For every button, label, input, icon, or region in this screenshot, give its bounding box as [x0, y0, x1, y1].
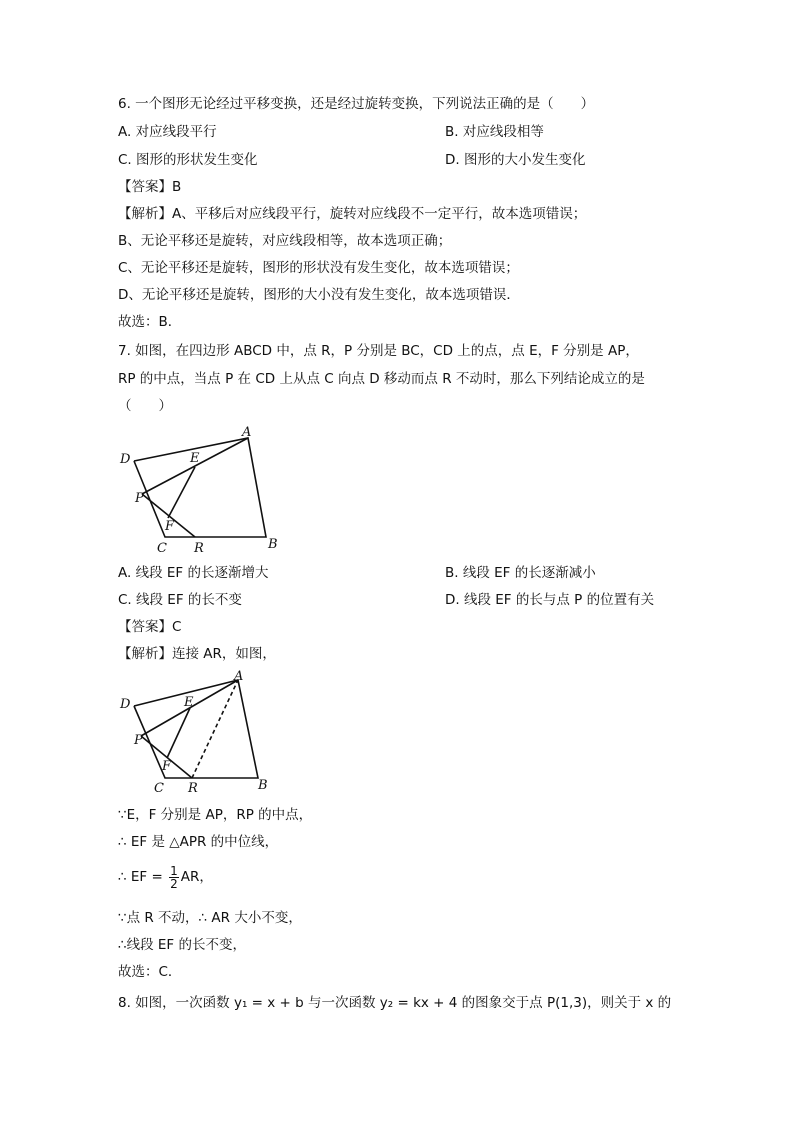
q8-stem: 8. 如图，一次函数 y₁ = x + b 与一次函数 y₂ = kx + 4 的图象交于点 P(1,3)，则关于 x 的 [118, 995, 672, 1011]
q6-option-a: A. 对应线段平行 [118, 124, 217, 140]
label-e: E [184, 695, 194, 710]
label-b: B [268, 537, 278, 552]
q7-option-c: C. 线段 EF 的长不变 [118, 592, 242, 608]
label-a: A [234, 669, 244, 684]
q6-analysis-line: D、无论平移还是旋转，图形的大小没有发生变化，故本选项错误． [118, 287, 520, 303]
q6-answer: 【答案】B [118, 179, 182, 195]
fraction-numerator: 1 [170, 863, 178, 878]
label-d: D [120, 697, 131, 712]
fraction-denominator: 2 [170, 876, 178, 891]
q6-analysis-line: B、无论平移还是旋转，对应线段相等，故本选项正确； [118, 233, 452, 249]
label-f: F [165, 519, 175, 534]
label-r: R [188, 781, 198, 796]
label-c: C [154, 781, 164, 796]
label-f: F [162, 759, 172, 774]
q6-option-c: C. 图形的形状发生变化 [118, 152, 258, 168]
label-d: D [120, 452, 131, 467]
q7-step-tail: AR， [180, 869, 213, 885]
q6-analysis-line: 【解析】A、平移后对应线段平行，旋转对应线段不一定平行，故本选项错误； [118, 206, 587, 222]
label-e: E [190, 451, 200, 466]
q7-step-text: ∴ EF = [118, 869, 168, 885]
label-p: P [135, 491, 144, 506]
label-p: P [134, 733, 143, 748]
q6-stem: 6. 一个图形无论经过平移变换，还是经过旋转变换，下列说法正确的是（ ） [118, 96, 595, 112]
q6-analysis-line: C、无论平移还是旋转，图形的形状没有发生变化，故本选项错误； [118, 260, 519, 276]
q7-step-fraction [118, 862, 213, 892]
label-c: C [157, 541, 167, 556]
q7-stem: （ ） [118, 398, 172, 414]
q6-option-b: B. 对应线段相等 [445, 124, 544, 140]
q7-step: ∵E，F 分别是 AP，RP 的中点， [118, 807, 313, 823]
q6-analysis-line: 故选：B． [118, 314, 182, 330]
q7-analysis-intro: 【解析】连接 AR，如图， [118, 646, 276, 662]
q7-step: ∴ EF 是 △APR 的中位线， [118, 834, 279, 850]
q7-step: ∴线段 EF 的长不变， [118, 937, 246, 953]
q7-option-b: B. 线段 EF 的长逐渐减小 [445, 565, 596, 581]
quadrilateral-figure-with-ar [110, 668, 290, 798]
q7-step: ∵点 R 不动，∴ AR 大小不变， [118, 910, 302, 926]
quadrilateral-figure [110, 420, 290, 560]
q7-answer: 【答案】C [118, 619, 182, 635]
q6-option-d: D. 图形的大小发生变化 [445, 152, 586, 168]
label-b: B [258, 778, 268, 793]
q7-option-a: A. 线段 EF 的长逐渐增大 [118, 565, 269, 581]
label-a: A [242, 425, 252, 440]
label-r: R [194, 541, 204, 556]
q7-option-d: D. 线段 EF 的长与点 P 的位置有关 [445, 592, 655, 608]
fraction [169, 865, 179, 890]
q7-stem: 7. 如图，在四边形 ABCD 中，点 R，P 分别是 BC，CD 上的点，点 E，F 分别是 AP， [118, 343, 639, 359]
q7-stem: RP 的中点，当点 P 在 CD 上从点 C 向点 D 移动而点 R 不动时，那么下列结论成立的是 [118, 371, 645, 387]
q7-step: 故选：C． [118, 964, 182, 980]
